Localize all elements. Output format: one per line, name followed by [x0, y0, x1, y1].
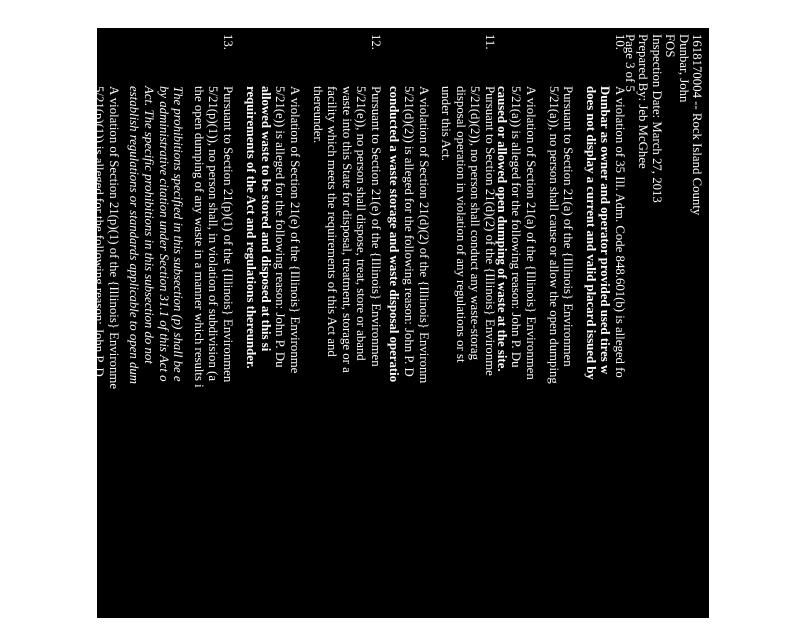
text-line: A violation of Section 21(e) of the {Illinois} Environme	[288, 86, 303, 374]
item-body	[494, 86, 627, 626]
text-line: allowed waste to be stored and disposed at this si	[258, 86, 273, 352]
text-line: A violation of 35 Ill. Adm. Code 848.601(b) is alleged fo	[613, 86, 627, 378]
document-header	[623, 34, 703, 215]
text-line: Pursuant to Section 21(a) of the {Illinois} Environmen	[561, 86, 576, 367]
text-line: 5/21(p)(1)) is alleged for the following reason: John P. D	[92, 86, 107, 377]
text-line: Pursuant to Section 21(p)(1) of the {Illinois} Environmen	[221, 86, 235, 383]
text-line: disposal operation in violation of any regulations or st	[453, 86, 468, 363]
text-line: Pursuant to Section 21(d)(2) of the {Illinois} Environme	[483, 86, 497, 376]
text-line: Pursuant to Section 21(e) of the {Illinois} Environmen	[369, 86, 383, 367]
item-body	[387, 86, 497, 626]
item-number: 13.	[221, 34, 235, 50]
text-line: 5/21(a)) is alleged for the following reason: John P. Du	[509, 86, 524, 368]
text-line: establish regulations or standards applicable to open dum	[127, 86, 142, 384]
text-line: does not display a current and valid placard issued by	[583, 86, 598, 380]
text-line: 5/21(p)(1)), no person shall, in violation of subdivision (a	[206, 86, 221, 381]
text-line: A violation of Section 21(p)(1) of the {Illinois} Environme	[106, 86, 121, 390]
inspection-date: Inspection Date: March 27, 2013	[649, 34, 664, 203]
text-line: waste into this State for disposal, treatment, storage or a	[339, 86, 354, 373]
document-content	[77, 28, 709, 618]
text-line: 5/21(e)) is alleged for the following reason: John P. Du	[273, 86, 288, 368]
text-line: caused or allowed the open dumping of waste in a man	[77, 86, 92, 384]
text-line: caused or allowed open dumping of waste at the site.	[494, 86, 509, 372]
text-line: facility which meets the requirements of this Act and	[325, 86, 340, 357]
rotated-document-page	[77, 28, 709, 618]
text-line: by administrative citation under Section 31.1 of this Act o	[156, 86, 171, 382]
text-line: conducted a waste storage and waste disposal operatio	[387, 86, 402, 383]
item-number: 12.	[369, 34, 383, 50]
site-id: 1618170004 -- Rock Island County	[690, 34, 704, 216]
text-line: 5/21(e)), no person shall dispose, treat, store or aband	[354, 86, 369, 361]
prepared-by: Prepared By: Jeb McGhee	[636, 34, 651, 169]
text-line: under this Act.	[439, 86, 454, 161]
text-line: 5/21(d)(2)), no person shall conduct any waste-storag	[468, 86, 483, 360]
facility-type: FOS	[663, 34, 678, 58]
item-number: 10.	[613, 34, 627, 50]
text-line: 5/21(a)), no person shall cause or allow the open dumping	[546, 86, 561, 384]
page-number: Page 3 of 5	[623, 34, 638, 92]
item-body	[77, 86, 235, 626]
text-line: Act. The specific prohibitions in this subsection do not	[142, 86, 157, 364]
text-line: A violation of Section 21(a) of the {Illinois} Environmen	[524, 86, 539, 380]
text-line: A violation of Section 21(d)(2) of the {Illinois} Environm	[416, 86, 431, 384]
owner-name: Dunbar, John	[676, 34, 691, 103]
text-line: Dunbar as owner and operator provided used tires w	[598, 86, 613, 375]
text-line: requirements of the Act and regulations thereunder.	[244, 86, 259, 369]
text-line: 5/21(d)(2)) is alleged for the following reason: John P. D	[402, 86, 417, 377]
item-number: 11.	[483, 34, 497, 50]
text-line: thereunder.	[310, 86, 325, 144]
text-line: the open dumping of any waste in a manner which results i	[191, 86, 206, 388]
item-body	[244, 86, 383, 626]
text-line: The prohibitions specified in this subsection (p) shall be e	[171, 86, 186, 382]
